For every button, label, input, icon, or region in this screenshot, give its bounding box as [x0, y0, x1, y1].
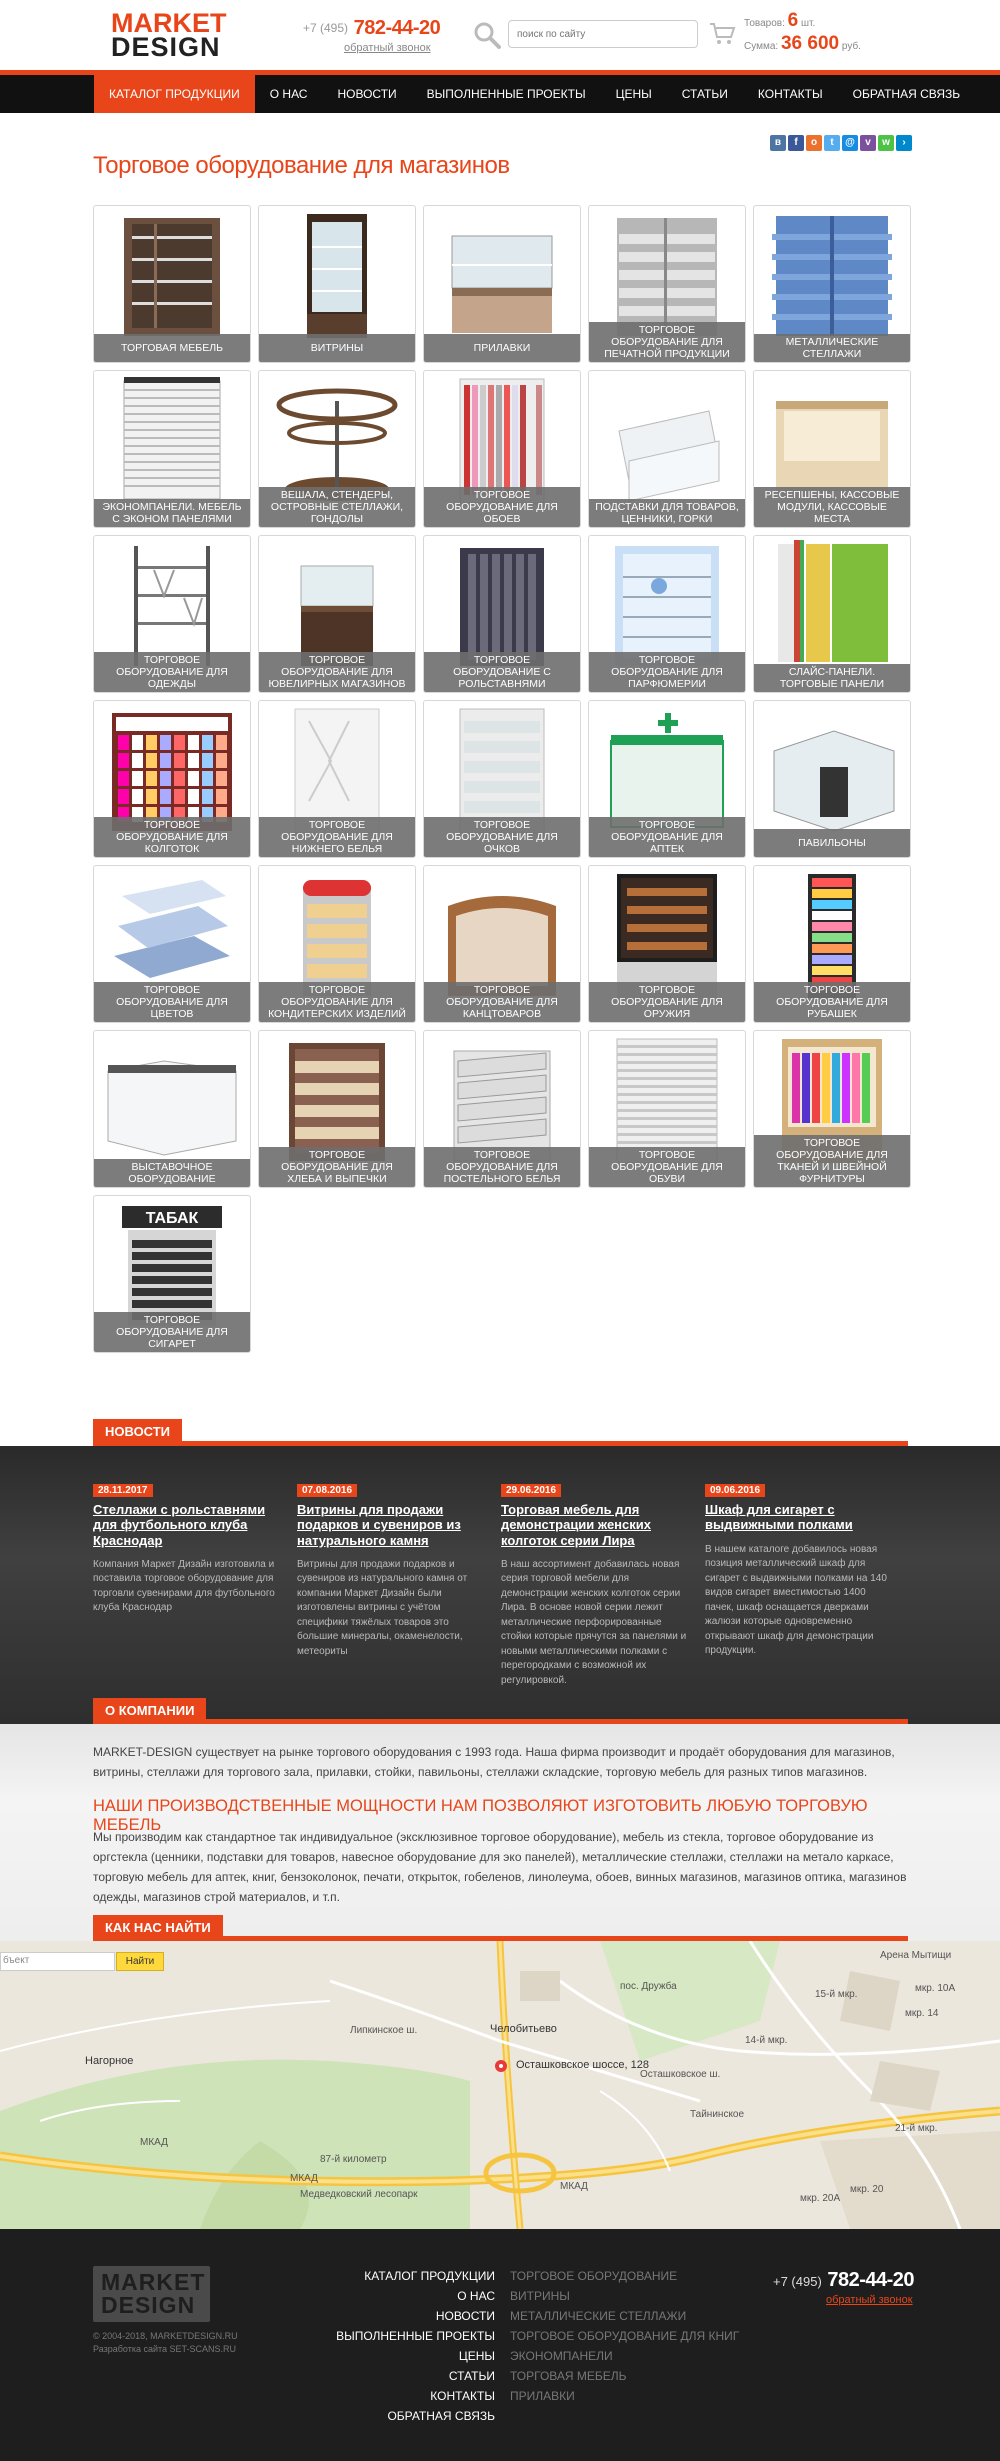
cart-sum-value: 36 600 [780, 33, 840, 54]
catalog-item-label: МЕТАЛЛИЧЕСКИЕ СТЕЛЛАЖИ [754, 334, 910, 362]
news-text: В нашем каталоге добавилось новая позиция металлический шкаф для сигарет с выдвижными полками на 140 видов сигарет вместимостью 1400 пачек, шкаф оснащается дверками жалюзи которые одновременно открывают шкаф для демонстрации продукции. [705, 1543, 887, 1657]
map-label: Арена Мытищи [880, 1950, 952, 1961]
cart-icon[interactable] [709, 22, 737, 46]
footer-logo-line2: DESIGN [101, 2292, 196, 2318]
footer-menu-main [336, 2266, 495, 2426]
catalog-item-label: ТОРГОВОЕ ОБОРУДОВАНИЕ ДЛЯ ПАРФЮМЕРИИ [589, 652, 745, 692]
footer-callback-link[interactable]: обратный звонок [826, 2294, 913, 2306]
catalog-item-label: ПОДСТАВКИ ДЛЯ ТОВАРОВ, ЦЕННИКИ, ГОРКИ [589, 499, 745, 527]
catalog-item-glasses[interactable] [423, 700, 581, 858]
footer-catalog-item[interactable]: ТОРГОВОЕ ОБОРУДОВАНИЕ [510, 2269, 678, 2283]
cart-goods-label: Товаров: [744, 18, 785, 29]
news-section [0, 1446, 1000, 1724]
nav-item-7[interactable]: ОБРАТНАЯ СВЯЗЬ [852, 87, 961, 101]
footer-phone-number: 782-44-20 [827, 2269, 915, 2291]
catalog-item-hangers[interactable] [258, 370, 416, 528]
logo-line1: MARKET [111, 8, 227, 38]
news-title-link[interactable]: Витрины для продажи подарков и сувениров из натурального камня [297, 1502, 461, 1548]
phone-number: 782-44-20 [353, 17, 441, 39]
footer-menu-item[interactable]: О НАС [457, 2289, 495, 2303]
news-date: 07.08.2016 [297, 1484, 357, 1497]
map-label: МКАД [140, 2137, 168, 2148]
map[interactable] [0, 1941, 1000, 2229]
footer-menu-item[interactable]: КОНТАКТЫ [430, 2389, 495, 2403]
map-label: Челобитьево [490, 2023, 557, 2035]
about-subheading: НАШИ ПРОИЗВОДСТВЕННЫЕ МОЩНОСТИ НАМ ПОЗВОЛЯЮТ ИЗГОТОВИТЬ ЛЮБУЮ ТОРГОВУЮ МЕБЕЛЬ [93, 1797, 868, 1834]
catalog-item-candy[interactable] [258, 865, 416, 1023]
footer-menu-item[interactable]: КАТАЛОГ ПРОДУКЦИИ [364, 2269, 495, 2283]
news-title-link[interactable]: Торговая мебель для демонстрации женских колготок серии Лира [501, 1502, 651, 1548]
catalog-item-label: РЕСЕПШЕНЫ, КАССОВЫЕ МОДУЛИ, КАССОВЫЕ МЕСТА [754, 487, 910, 527]
catalog-item-econom-panel[interactable] [93, 370, 251, 528]
map-label: мкр. 14 [905, 2008, 939, 2019]
footer [0, 2229, 1000, 2461]
header-phone[interactable] [303, 17, 440, 40]
catalog-item-lingerie[interactable] [258, 700, 416, 858]
news-title-link[interactable]: Шкаф для сигарет с выдвижными полками [705, 1502, 853, 1533]
footer-catalog-item[interactable]: ТОРГОВОЕ ОБОРУДОВАНИЕ ДЛЯ КНИГ [510, 2329, 740, 2343]
catalog-item-exhibition[interactable] [93, 1030, 251, 1188]
footer-menu-catalog [510, 2266, 739, 2406]
catalog-item-shoes[interactable] [588, 1030, 746, 1188]
catalog-item-acrylic[interactable] [588, 370, 746, 528]
nav-item-3[interactable]: ВЫПОЛНЕННЫЕ ПРОЕКТЫ [426, 87, 586, 101]
catalog-item-reception[interactable] [753, 370, 911, 528]
news-title-link[interactable]: Стеллажи с рольставнями для футбольного клуба Краснодар [93, 1502, 266, 1548]
catalog-item-perfume[interactable] [588, 535, 746, 693]
cart-sum-unit: руб. [841, 41, 861, 52]
map-label: МКАД [560, 2181, 588, 2192]
nav-item-4[interactable]: ЦЕНЫ [615, 87, 652, 101]
catalog-item-wallpaper[interactable] [423, 370, 581, 528]
news-heading: НОВОСТИ [93, 1419, 182, 1445]
map-heading: КАК НАС НАЙТИ [93, 1915, 223, 1941]
map-search-input[interactable]: бъект [0, 1952, 115, 1971]
catalog-item-shutter[interactable] [423, 535, 581, 693]
catalog-item-slice[interactable] [753, 535, 911, 693]
catalog-item-label: ТОРГОВОЕ ОБОРУДОВАНИЕ ДЛЯ СИГАРЕТ [94, 1312, 250, 1352]
map-label: 15-й мкр. [815, 1989, 858, 2000]
news-text: В наш ассортимент добавилась новая серия торговой мебели для демонстрации женских колготок серии Лира. В основе новой серии лежит металлические перфорированные стойки которые прячутся за панелями и новыми металлическими полками с перегородками с возможной их регулировкой. [501, 1558, 687, 1686]
catalog-item-label: ТОРГОВОЕ ОБОРУДОВАНИЕ ДЛЯ АПТЕК [589, 817, 745, 857]
cart-summary[interactable] [744, 11, 861, 57]
footer-phone-prefix: +7 (495) [773, 2274, 822, 2289]
search-icon[interactable] [472, 20, 502, 50]
about-paragraph-1: MARKET-DESIGN существует на рынке торгового оборудования с 1993 года. Наша фирма производит и продаёт оборудования для магазинов, витрины, стеллажи для торгового зала, прилавки, стойки, павильоны, стеллажи складские, торговую мебель для разных типов магазинов. [93, 1745, 895, 1779]
moimir-share-icon[interactable]: @ [842, 135, 858, 151]
copyright-text: © 2004-2018, MARKETDESIGN.RU [93, 2331, 238, 2341]
tobacco-sign-text: ТАБАК [145, 1210, 199, 1227]
callback-link[interactable]: обратный звонок [344, 42, 431, 54]
catalog-item-label: ВЕШАЛА, СТЕНДЕРЫ, ОСТРОВНЫЕ СТЕЛЛАЖИ, ГОНДОЛЫ [259, 487, 415, 527]
catalog-item-label: ТОРГОВОЕ ОБОРУДОВАНИЕ ДЛЯ ОРУЖИЯ [589, 982, 745, 1022]
catalog-item-pharmacy[interactable] [588, 700, 746, 858]
cart-goods-unit: шт. [801, 18, 816, 29]
catalog-item-tobacco[interactable] [93, 1195, 251, 1353]
map-label: Липкинское ш. [350, 2025, 418, 2036]
about-section [0, 1724, 1000, 1941]
cart-goods-count: 6 [787, 10, 799, 31]
nav-item-6[interactable]: КОНТАКТЫ [757, 87, 823, 101]
share-buttons [770, 135, 912, 151]
twitter-share-icon[interactable]: t [824, 135, 840, 151]
catalog-item-stationery[interactable] [423, 865, 581, 1023]
footer-menu-item[interactable]: СТАТЬИ [448, 2369, 495, 2383]
footer-menu-item[interactable]: НОВОСТИ [435, 2309, 495, 2323]
footer-phone[interactable] [773, 2269, 914, 2292]
catalog-item-flowers[interactable] [93, 865, 251, 1023]
nav-list [94, 75, 975, 113]
footer-catalog-item[interactable]: ПРИЛАВКИ [510, 2389, 575, 2403]
footer-copyright [93, 2330, 238, 2356]
news-date: 09.06.2016 [705, 1484, 765, 1497]
catalog-item-label: ТОРГОВОЕ ОБОРУДОВАНИЕ ДЛЯ РУБАШЕК [754, 982, 910, 1022]
header [0, 0, 1000, 70]
footer-menu-item[interactable]: ЦЕНЫ [458, 2349, 495, 2363]
nav-item-5[interactable]: СТАТЬИ [681, 87, 728, 101]
catalog-item-label: ТОРГОВОЕ ОБОРУДОВАНИЕ ДЛЯ ОБУВИ [589, 1147, 745, 1187]
map-label: пос. Дружба [620, 1981, 677, 1992]
facebook-share-icon[interactable]: f [788, 135, 804, 151]
map-label: Тайнинское [690, 2109, 745, 2120]
search-input[interactable] [508, 20, 698, 48]
page-title: Торговое оборудование для магазинов [93, 152, 510, 179]
map-label: Нагорное [85, 2055, 134, 2067]
news-date: 28.11.2017 [93, 1484, 153, 1497]
map-label: Осташковское ш. [640, 2069, 721, 2080]
map-search-button[interactable]: Найти [116, 1952, 164, 1971]
news-text: Витрины для продажи подарков и сувениров из натурального камня от компании Маркет Дизайн были изготовлены витрины с учётом специфики тяжёлых товаров это большие минералы, окаменелости, метеориты [297, 1558, 468, 1657]
catalog-item-weapons[interactable] [588, 865, 746, 1023]
phone-prefix: +7 (495) [303, 21, 349, 35]
catalog-item-label: ТОРГОВОЕ ОБОРУДОВАНИЕ ДЛЯ ОБОЕВ [424, 487, 580, 527]
catalog-item-tights[interactable] [93, 700, 251, 858]
news-text: Компания Маркет Дизайн изготовила и поставила торговое оборудование для торговли сувенирами для футбольного клуба Краснодар [93, 1558, 275, 1614]
map-label: мкр. 20 [850, 2184, 884, 2195]
news-item [705, 1480, 895, 1659]
map-label: 21-й мкр. [895, 2123, 938, 2134]
footer-menu-item[interactable]: ВЫПОЛНЕННЫЕ ПРОЕКТЫ [336, 2329, 495, 2343]
footer-menu-item[interactable]: ОБРАТНАЯ СВЯЗЬ [387, 2409, 495, 2423]
map-label: 87-й километр [320, 2154, 387, 2165]
catalog-item-label: СЛАЙС-ПАНЕЛИ. ТОРГОВЫЕ ПАНЕЛИ [754, 664, 910, 692]
catalog-item-label: ТОРГОВАЯ МЕБЕЛЬ [94, 334, 250, 362]
catalog-item-clothes[interactable] [93, 535, 251, 693]
viber-share-icon[interactable]: v [860, 135, 876, 151]
about-paragraph-2: Мы производим как стандартное так индивидуальное (эксклюзивное торговое оборудование), мебель из стекла, торговое оборудование из оргстекла (ценники, подставки для товаров, навесное оборудование для эко панелей), металлические стеллажи, стеллажи на метало каркасе, торговую мебель для аптек, книг, бензоколонок, печати, открыток, гобеленов, линолеума, обоев, винных магазинов, магазинов оптика, магазинов одежды, магазинов строй материалов, и т.п. [93, 1830, 907, 1904]
footer-catalog-item[interactable]: МЕТАЛЛИЧЕСКИЕ СТЕЛЛАЖИ [510, 2309, 687, 2323]
map-heading-line [93, 1936, 908, 1941]
map-label: МКАД [290, 2173, 318, 2184]
nav-item-2[interactable]: НОВОСТИ [337, 87, 397, 101]
catalog-item-fabric[interactable] [753, 1030, 911, 1188]
catalog-item-label: ВЫСТАВОЧНОЕ ОБОРУДОВАНИЕ [94, 1159, 250, 1187]
catalog-item-label: ПРИЛАВКИ [424, 334, 580, 362]
map-label: Осташковское шоссе, 128 [516, 2059, 649, 2071]
footer-catalog-item[interactable]: ВИТРИНЫ [510, 2289, 570, 2303]
catalog-item-label: ТОРГОВОЕ ОБОРУДОВАНИЕ ДЛЯ ЮВЕЛИРНЫХ МАГАЗИНОВ [259, 652, 415, 692]
telegram-share-icon[interactable]: › [896, 135, 912, 151]
news-item [93, 1480, 283, 1616]
footer-catalog-item[interactable]: ЭКОНОМПАНЕЛИ [510, 2349, 613, 2363]
catalog-item-metal-rack[interactable] [588, 205, 746, 363]
catalog-item-label: ТОРГОВОЕ ОБОРУДОВАНИЕ ДЛЯ ПЕЧАТНОЙ ПРОДУКЦИИ [589, 322, 745, 362]
catalog-item-label: ЭКОНОМПАНЕЛИ. МЕБЕЛЬ С ЭКОНОМ ПАНЕЛЯМИ [94, 499, 250, 527]
catalog-item-wood-shelf[interactable] [93, 205, 251, 363]
about-heading-line [93, 1719, 908, 1724]
map-label: мкр. 10А [915, 1983, 956, 1994]
footer-logo-line1: MARKET [101, 2269, 206, 2295]
news-date: 29.06.2016 [501, 1484, 561, 1497]
cart-sum-label: Сумма: [744, 41, 779, 52]
nav-item-1[interactable]: О НАС [269, 87, 308, 101]
catalog-item-label: ТОРГОВОЕ ОБОРУДОВАНИЕ ДЛЯ ОЧКОВ [424, 817, 580, 857]
catalog-item-bedding[interactable] [423, 1030, 581, 1188]
map-label: 14-й мкр. [745, 2035, 788, 2046]
catalog-item-label: ТОРГОВОЕ ОБОРУДОВАНИЕ ДЛЯ НИЖНЕГО БЕЛЬЯ [259, 817, 415, 857]
catalog-item-label: ТОРГОВОЕ ОБОРУДОВАНИЕ ДЛЯ КОЛГОТОК [94, 817, 250, 857]
catalog-item-label: ТОРГОВОЕ ОБОРУДОВАНИЕ ДЛЯ КОНДИТЕРСКИХ ИЗДЕЛИЙ [259, 982, 415, 1022]
dev-link[interactable]: SET-SCANS.RU [169, 2344, 237, 2354]
catalog-item-counter[interactable] [423, 205, 581, 363]
main-nav [0, 75, 1000, 113]
catalog-item-label: ТОРГОВОЕ ОБОРУДОВАНИЕ С РОЛЬСТАВНЯМИ [424, 652, 580, 692]
site-logo[interactable] [111, 10, 228, 61]
news-item [297, 1480, 487, 1659]
catalog-item-tall-showcase[interactable] [258, 205, 416, 363]
about-heading: О КОМПАНИИ [93, 1698, 206, 1724]
catalog-item-blue-rack[interactable] [753, 205, 911, 363]
catalog-item-bread[interactable] [258, 1030, 416, 1188]
catalog-item-label: ВИТРИНЫ [259, 334, 415, 362]
catalog-item-label: ТОРГОВОЕ ОБОРУДОВАНИЕ ДЛЯ ТКАНЕЙ И ШВЕЙНОЙ ФУРНИТУРЫ [754, 1135, 910, 1187]
catalog-item-label: ПАВИЛЬОНЫ [754, 829, 910, 857]
logo-line2: DESIGN [111, 32, 221, 62]
catalog-item-pavilion[interactable] [753, 700, 911, 858]
whatsapp-share-icon[interactable]: w [878, 135, 894, 151]
catalog-item-label: ТОРГОВОЕ ОБОРУДОВАНИЕ ДЛЯ ПОСТЕЛЬНОГО БЕЛЬЯ [424, 1147, 580, 1187]
footer-logo[interactable] [93, 2266, 210, 2322]
news-item [501, 1480, 691, 1688]
catalog-item-jewel[interactable] [258, 535, 416, 693]
catalog-item-label: ТОРГОВОЕ ОБОРУДОВАНИЕ ДЛЯ ОДЕЖДЫ [94, 652, 250, 692]
footer-catalog-item[interactable]: ТОРГОВАЯ МЕБЕЛЬ [510, 2369, 627, 2383]
catalog-item-label: ТОРГОВОЕ ОБОРУДОВАНИЕ ДЛЯ ЦВЕТОВ [94, 982, 250, 1022]
catalog-item-label: ТОРГОВОЕ ОБОРУДОВАНИЕ ДЛЯ ХЛЕБА И ВЫПЕЧКИ [259, 1147, 415, 1187]
dev-label: Разработка сайта [93, 2344, 168, 2354]
map-label: Медведковский лесопарк [300, 2189, 418, 2200]
map-label: мкр. 20А [800, 2193, 841, 2204]
vk-share-icon[interactable]: в [770, 135, 786, 151]
catalog-item-label: ТОРГОВОЕ ОБОРУДОВАНИЕ ДЛЯ КАНЦТОВАРОВ [424, 982, 580, 1022]
odnoklassniki-share-icon[interactable]: о [806, 135, 822, 151]
catalog-item-shirts[interactable] [753, 865, 911, 1023]
nav-item-0[interactable]: КАТАЛОГ ПРОДУКЦИИ [94, 75, 255, 113]
